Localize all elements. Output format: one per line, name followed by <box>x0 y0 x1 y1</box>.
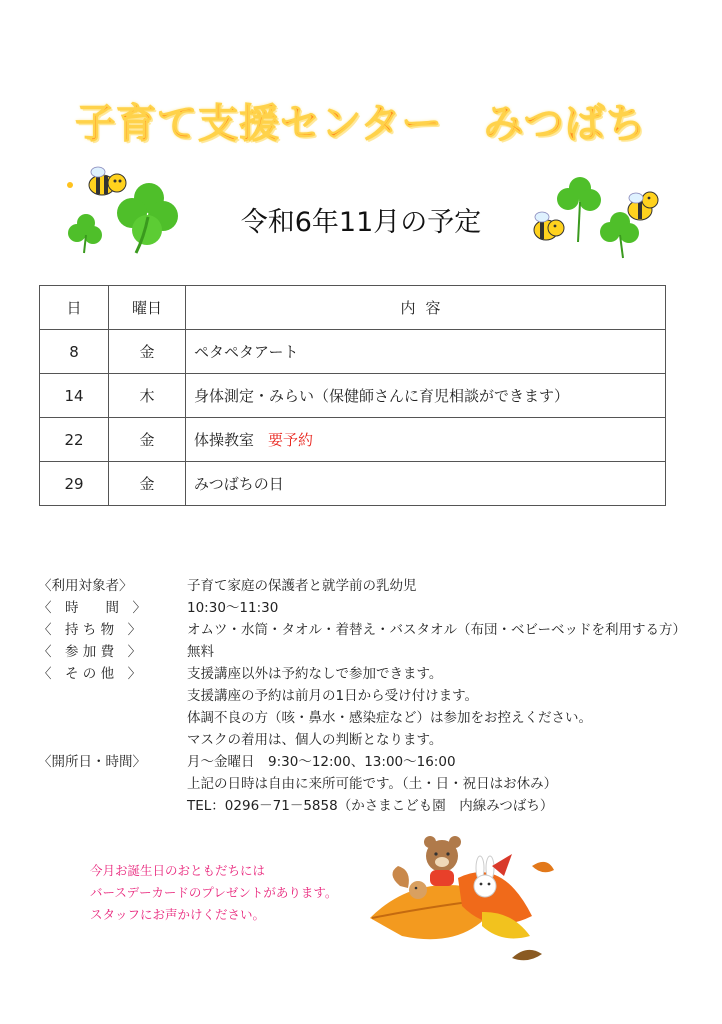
info-value: 10:30～11:30 <box>187 600 279 616</box>
info-section <box>38 575 698 817</box>
clover-bee-right-decoration <box>528 172 666 260</box>
bear-icon <box>424 836 461 886</box>
row-content-text: ペタペタアート <box>194 343 299 361</box>
table-row <box>40 374 666 418</box>
row-content-text: 身体測定・みらい（保健師さんに育児相談ができます） <box>194 387 570 405</box>
row-day: 14 <box>40 374 109 418</box>
info-value: TEL：0296－71－5858（かさまこども園 内線みつばち） <box>187 798 554 814</box>
info-value: 体調不良の方（咳・鼻水・感染症など）は参加をお控えください。 <box>187 710 592 726</box>
row-content-text: みつばちの日 <box>194 475 284 493</box>
info-label <box>38 707 187 729</box>
table-row <box>40 330 666 374</box>
table-row <box>40 418 666 462</box>
info-value: 支援講座以外は予約なしで参加できます。 <box>187 666 443 682</box>
info-label <box>38 773 187 795</box>
info-label: 〈 持 ち 物 〉 <box>38 622 142 638</box>
row-weekday: 金 <box>109 462 186 506</box>
row-content <box>186 330 666 374</box>
birthday-notice <box>90 860 337 926</box>
page-title: 子育て支援センター みつばち <box>75 101 647 147</box>
animals-on-leaf-illustration <box>362 826 562 966</box>
row-content <box>186 374 666 418</box>
table-row <box>40 462 666 506</box>
info-label: 〈利用対象者〉 <box>38 578 133 594</box>
header-content: 内容 <box>186 286 666 330</box>
info-row-open-days-2 <box>38 773 698 795</box>
info-label <box>38 795 187 817</box>
row-day: 29 <box>40 462 109 506</box>
info-label: 〈 そ の 他 〉 <box>38 666 142 682</box>
info-row-time <box>38 597 698 619</box>
info-label: 〈 時 間 〉 <box>38 600 146 616</box>
info-row-other-3 <box>38 707 698 729</box>
info-value: マスクの着用は、個人の判断となります。 <box>187 732 443 748</box>
birthday-line: 今月お誕生日のおともだちには <box>90 863 266 878</box>
info-label: 〈開所日・時間〉 <box>38 754 146 770</box>
info-label: 〈 参 加 費 〉 <box>38 644 142 660</box>
row-weekday: 金 <box>109 330 186 374</box>
row-content <box>186 462 666 506</box>
header-weekday: 曜日 <box>109 286 186 330</box>
info-row-other <box>38 663 698 685</box>
row-weekday: 金 <box>109 418 186 462</box>
info-row-target <box>38 575 698 597</box>
info-row-phone <box>38 795 698 817</box>
row-weekday: 木 <box>109 374 186 418</box>
row-content <box>186 418 666 462</box>
schedule-table <box>39 285 666 506</box>
info-row-other-2 <box>38 685 698 707</box>
header-day: 日 <box>40 286 109 330</box>
birthday-line: バースデーカードのプレゼントがあります。 <box>90 885 338 900</box>
birthday-line: スタッフにお声かけください。 <box>90 907 266 922</box>
info-label <box>38 685 187 707</box>
info-value: 支援講座の予約は前月の1日から受け付けます。 <box>187 688 479 704</box>
bee-icon <box>628 192 658 220</box>
page-subtitle: 令和6年11月の予定 <box>240 207 482 238</box>
table-header-row <box>40 286 666 330</box>
info-value: 子育て家庭の保護者と就学前の乳幼児 <box>187 578 417 594</box>
row-content-text: 体操教室 <box>194 431 255 449</box>
clover-icon <box>557 177 639 258</box>
info-row-other-4 <box>38 729 698 751</box>
info-row-belongings <box>38 619 698 641</box>
info-value: 上記の日時は自由に来所可能です。（土・日・祝日はお休み） <box>187 776 558 792</box>
row-day: 22 <box>40 418 109 462</box>
info-label <box>38 729 187 751</box>
bee-icon <box>67 167 126 195</box>
reservation-required-note: 要予約 <box>268 431 314 449</box>
info-value: 無料 <box>187 644 214 660</box>
info-row-fee <box>38 641 698 663</box>
info-row-open-days <box>38 751 698 773</box>
bee-icon <box>534 212 564 240</box>
row-day: 8 <box>40 330 109 374</box>
info-value: オムツ・水筒・タオル・着替え・バスタオル（布団・ベビーベッドを利用する方） <box>187 622 686 638</box>
info-value: 月～金曜日 9:30～12:00、13:00～16:00 <box>187 754 456 770</box>
